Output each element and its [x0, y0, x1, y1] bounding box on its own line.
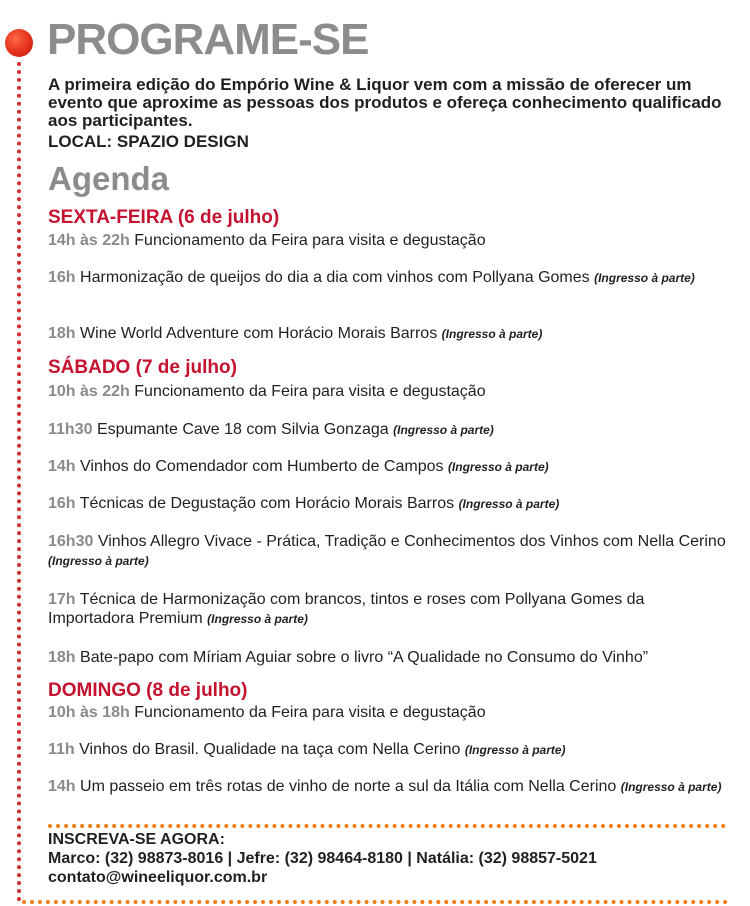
dotted-horizontal-divider	[48, 824, 726, 828]
event-text: Wine World Adventure com Horácio Morais Barros	[80, 325, 438, 342]
event-time: 14h	[48, 458, 76, 475]
day-heading-friday: SEXTA-FEIRA (6 de julho)	[48, 207, 280, 228]
list-item	[48, 777, 732, 797]
list-item	[48, 382, 732, 401]
event-time: 16h30	[48, 533, 94, 550]
event-note: (Ingresso à parte)	[620, 780, 722, 794]
event-time: 11h30	[48, 421, 93, 438]
intro-text: A primeira edição do Empório Wine & Liquor vem com a missão de oferecer um evento que aproxime as pessoas dos produtos e ofereça conhecimento qualificado aos participantes.	[48, 75, 722, 130]
list-item	[48, 532, 732, 571]
event-text: Vinhos do Brasil. Qualidade na taça com Nella Cerino	[79, 741, 461, 758]
dotted-vertical-divider	[17, 62, 21, 902]
bullet-dot-icon	[5, 29, 33, 57]
event-note: (Ingresso à parte)	[458, 497, 560, 511]
event-text: Técnica de Harmonização com brancos, tintos e roses com Pollyana Gomes da Importadora Premium	[48, 591, 645, 627]
list-item	[48, 268, 732, 288]
contact-phones: Marco: (32) 98873-8016 | Jefre: (32) 98464-8180 | Natália: (32) 98857-5021	[48, 850, 597, 867]
event-text: Funcionamento da Feira para visita e degustação	[134, 704, 486, 721]
list-item	[48, 324, 732, 344]
list-item	[48, 457, 732, 477]
list-item	[48, 740, 732, 760]
page-title: PROGRAME-SE	[47, 15, 369, 64]
list-item	[48, 231, 732, 250]
venue-label: LOCAL: SPAZIO DESIGN	[48, 132, 249, 151]
list-item	[48, 420, 732, 440]
list-item	[48, 494, 732, 514]
event-text: Funcionamento da Feira para visita e degustação	[134, 383, 486, 400]
event-text: Técnicas de Degustação com Horácio Morais Barros	[79, 495, 455, 512]
list-item	[48, 648, 732, 667]
dotted-bottom-divider	[22, 900, 728, 904]
contact-block	[48, 830, 738, 887]
event-note: (Ingresso à parte)	[464, 743, 566, 757]
event-text: Bate-papo com Míriam Aguiar sobre o livro “A Qualidade no Consumo do Vinho”	[80, 649, 649, 666]
event-time: 10h às 22h	[48, 383, 130, 400]
event-note: (Ingresso à parte)	[447, 460, 549, 474]
event-text: Vinhos Allegro Vivace - Prática, Tradição e Conhecimentos dos Vinhos com Nella Cerino	[97, 533, 726, 550]
day-heading-sunday: DOMINGO (8 de julho)	[48, 680, 248, 701]
contact-email: contato@wineeliquor.com.br	[48, 869, 268, 886]
event-note: (Ingresso à parte)	[393, 423, 494, 437]
event-time: 14h às 22h	[48, 232, 130, 249]
event-time: 10h às 18h	[48, 704, 130, 721]
event-time: 18h	[48, 649, 76, 666]
event-note: (Ingresso à parte)	[48, 554, 149, 568]
list-item	[48, 703, 732, 722]
event-time: 17h	[48, 591, 76, 608]
event-note: (Ingresso à parte)	[594, 271, 695, 285]
event-text: Funcionamento da Feira para visita e degustação	[134, 232, 486, 249]
list-item	[48, 590, 732, 629]
event-time: 16h	[48, 269, 76, 286]
event-time: 11h	[48, 741, 75, 758]
contact-heading: INSCREVA-SE AGORA:	[48, 831, 225, 848]
agenda-heading: Agenda	[48, 160, 170, 197]
event-time: 14h	[48, 778, 76, 795]
event-text: Vinhos do Comendador com Humberto de Campos	[80, 458, 444, 475]
event-text: Espumante Cave 18 com Silvia Gonzaga	[96, 421, 389, 438]
event-text: Harmonização de queijos do dia a dia com vinhos com Pollyana Gomes	[80, 269, 590, 286]
event-time: 18h	[48, 325, 76, 342]
event-time: 16h	[48, 495, 76, 512]
event-note: (Ingresso à parte)	[441, 327, 543, 341]
event-note: (Ingresso à parte)	[207, 612, 308, 626]
day-heading-saturday: SÁBADO (7 de julho)	[48, 357, 237, 378]
event-text: Um passeio em três rotas de vinho de norte a sul da Itália com Nella Cerino	[80, 778, 617, 795]
